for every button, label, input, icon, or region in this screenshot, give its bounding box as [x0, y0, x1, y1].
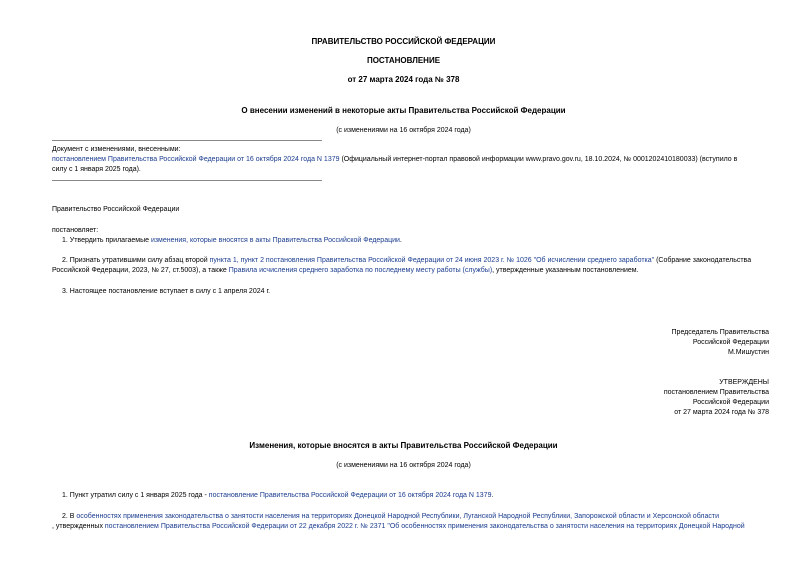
- approved-date: от 27 марта 2024 года № 378: [674, 409, 769, 416]
- paragraph-2-source-cont: Российской Федерации, 2023, № 27, ст.5003), а также: [52, 267, 229, 274]
- approved-by: постановлением Правительства: [663, 389, 769, 396]
- changes-annex-link[interactable]: изменения, которые вносятся в акты Правительства Российской Федерации: [150, 237, 400, 244]
- paragraph-1-end: .: [399, 237, 402, 244]
- employment-features-link[interactable]: особенностях применения законодательства о занятости населения на территориях Донецкой Народной Республики, Луганской Народной Республики, Запорожской области и Херсонской области: [76, 513, 719, 520]
- annex-title: Изменения, которые вносятся в акты Правительства Российской Федерации: [249, 441, 558, 450]
- document-title: О внесении изменений в некоторые акты Правительства Российской Федерации: [241, 106, 566, 115]
- annex-item-1-end: .: [491, 492, 494, 499]
- signature-organization: Российской Федерации: [692, 339, 769, 346]
- average-earnings-rules-link[interactable]: Правила исчисления среднего заработка по последнему месту работы (службы): [228, 267, 493, 274]
- annex-item-2-text: , утвержденных: [52, 523, 105, 530]
- approved-heading: УТВЕРЖДЕНЫ: [719, 379, 769, 386]
- signature-name: М.Мишустин: [727, 349, 769, 356]
- decree-1026-link[interactable]: пункта 1, пункт 2 постановления Правительства Российской Федерации от 24 июня 2023 г. № 1026 "Об исчислении среднего заработка": [209, 257, 655, 264]
- paragraph-2: [62, 256, 751, 266]
- annex-item-2-number: 2. В: [62, 513, 77, 520]
- approved-block: [664, 378, 769, 418]
- edition-note: (с изменениями на 16 октября 2024 года): [336, 127, 471, 134]
- repeal-act-link[interactable]: постановление Правительства Российской Федерации от 16 октября 2024 года N 1379: [208, 492, 492, 499]
- amending-act-link[interactable]: постановлением Правительства Российской Федерации от 16 октября 2024 года N 1379: [52, 156, 340, 163]
- changes-intro: Документ с изменениями, внесенными:: [52, 146, 181, 153]
- paragraph-2-end: , утвержденные указанным постановлением.: [492, 267, 639, 274]
- divider-bottom: [52, 180, 322, 181]
- document-type: ПОСТАНОВЛЕНИЕ: [366, 56, 441, 65]
- paragraph-2-source: (Собрание законодательства: [654, 257, 752, 264]
- annex-item-1-text: 1. Пункт утратил силу с 1 января 2025 года -: [62, 492, 209, 499]
- document-date-number: от 27 марта 2024 года № 378: [347, 75, 460, 84]
- government-heading: ПРАВИТЕЛЬСТВО РОССИЙСКОЙ ФЕДЕРАЦИИ: [311, 37, 496, 46]
- changes-source: (Официальный интернет-портал правовой информации www.pravo.gov.ru, 18.10.2024, № 0001202410180033) (вступило в: [339, 156, 738, 163]
- changes-text-line2: силу с 1 января 2025 года).: [52, 166, 141, 173]
- annex-item-2-line2: [52, 522, 768, 532]
- paragraph-1: [62, 236, 402, 246]
- paragraph-1-text: 1. Утвердить прилагаемые: [62, 237, 151, 244]
- annex-edition-note: (с изменениями на 16 октября 2024 года): [336, 462, 471, 469]
- issuer: Правительство Российской Федерации: [52, 206, 180, 213]
- decree-2371-link[interactable]: постановлением Правительства Российской Федерации от 22 декабря 2022 г. № 2371 "Об особенностях применения законодательства о занятости населения на территориях Донецкой Народной: [104, 523, 745, 530]
- paragraph-2-text: 2. Признать утратившими силу абзац второй: [62, 257, 210, 264]
- divider-top: [52, 140, 322, 141]
- decides-label: постановляет:: [52, 227, 99, 234]
- signature-position: Председатель Правительства: [671, 329, 769, 336]
- changes-text: [52, 155, 768, 165]
- paragraph-3: 3. Настоящее постановление вступает в силу с 1 апреля 2024 г.: [62, 288, 271, 295]
- approved-organization: Российской Федерации: [692, 399, 769, 406]
- paragraph-2-line2: [52, 266, 639, 276]
- annex-item-2: [62, 512, 768, 522]
- annex-item-1: [62, 491, 493, 501]
- signature-block: [672, 328, 769, 358]
